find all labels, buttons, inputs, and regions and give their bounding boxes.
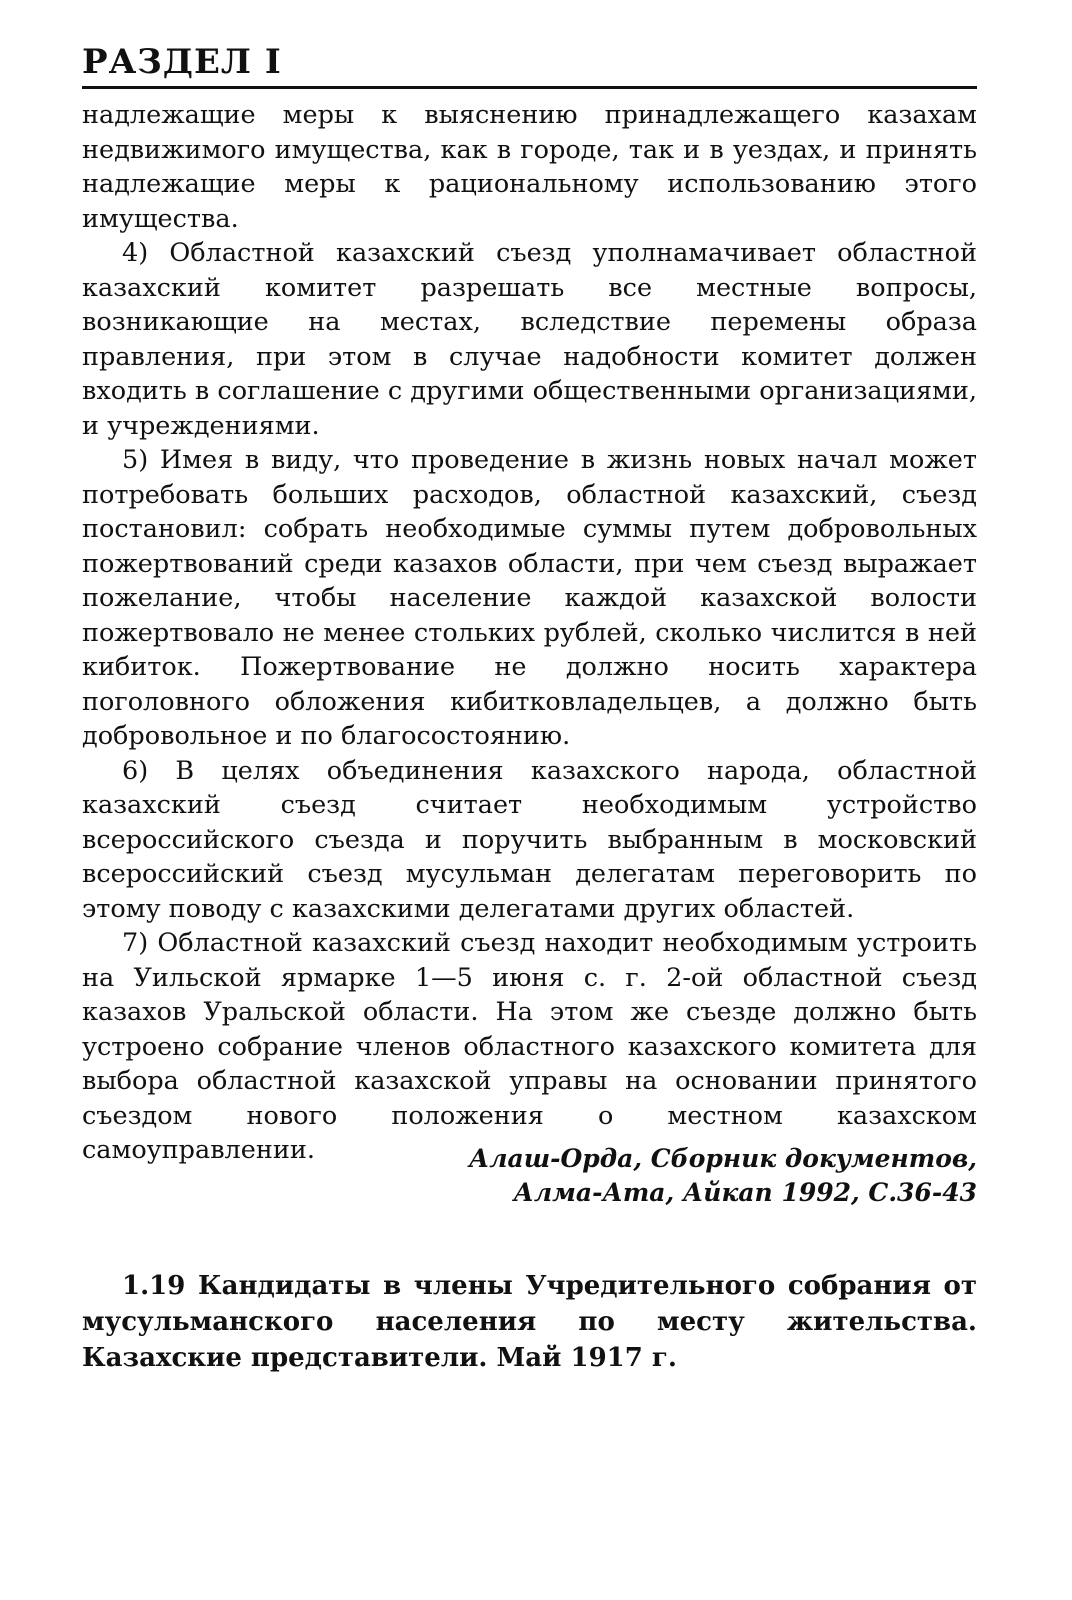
running-head: РАЗДЕЛ I [82, 42, 282, 82]
header-rule [82, 86, 977, 89]
paragraph-continuation: надлежащие меры к выяснению принадлежащего казахам недвижимого имущества, как в городе, так и в уездах, и принять надлежащие меры к рациональному использованию этого имущества. [82, 100, 977, 234]
paragraph-item-5: 5) Имея в виду, что проведение в жизнь новых начал может потребовать больших расходов, областной казахский, съезд постановил: собрать необходимые суммы путем добровольных пожертвований среди казахов области, при чем съезд выражает пожелание, чтобы население каждой казахской волости пожертвовало не менее стольких рублей, сколько числится в ней кибиток. Пожертвование не должно носить характера поголовного обложения кибитковладельцев, а должно быть добровольное и по благосостоянию. [82, 445, 977, 751]
citation-line-2: Алма-Ата, Айкап 1992, С.36-43 [513, 1178, 977, 1207]
section-heading: 1.19 Кандидаты в члены Учредительного собрания от мусульманского населения по месту жительства. Казахские представители. Май 1917 г. [82, 1271, 977, 1373]
paragraph-item-6: 6) В целях объединения казахского народа, областной казахский съезд считает необходимым устройство всероссийского съезда и поручить выбранным в московский всероссийский съезд мусульман делегатам переговорить по этому поводу с казахскими делегатами других областей. [82, 755, 977, 924]
paragraph-item-4: 4) Областной казахский съезд уполнамачивает областной казахский комитет разрешать все местные вопросы, возникающие на местах, вследствие перемены образа правления, при этом в случае надобности комитет должен входить в соглашение с другими общественными организациями, и учреждениями. [82, 238, 977, 441]
body-text [82, 98, 977, 1168]
paragraph-item-7: 7) Областной казахский съезд находит необходимым устроить на Уильской ярмарке 1—5 июня с. г. 2-ой областной съезд казахов Уральской области. На этом же съезде должно быть устроено собрание членов областного казахского комитета для выбора областной казахской управы на основании принятого съездом нового положения о местном казахском самоуправлении. [82, 928, 977, 1165]
source-citation [277, 1142, 977, 1210]
citation-line-1: Алаш-Орда, Сборник документов, [468, 1144, 977, 1173]
